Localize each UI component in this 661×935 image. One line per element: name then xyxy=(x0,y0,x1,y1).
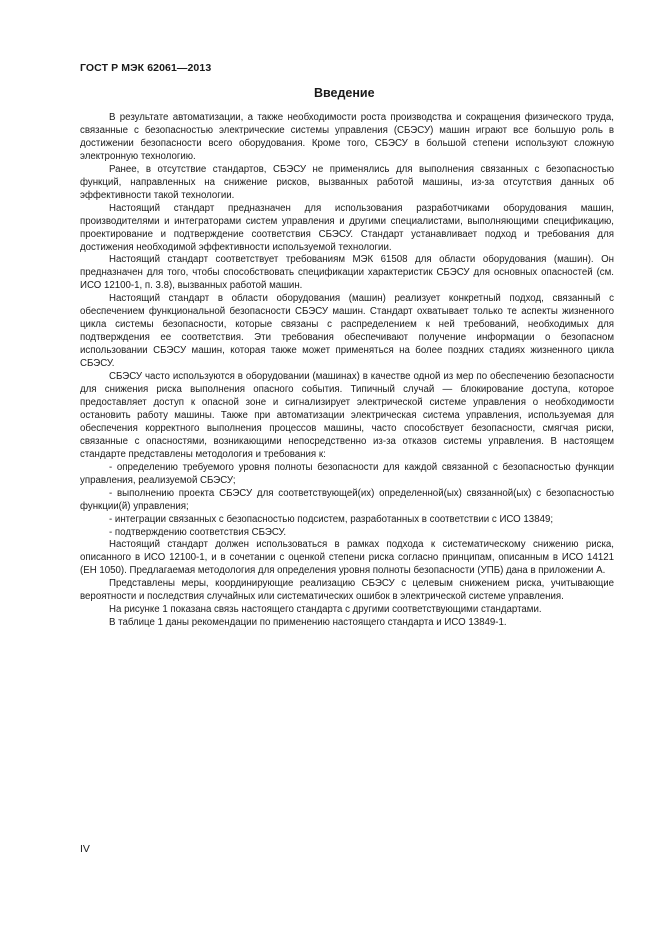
paragraph: В таблице 1 даны рекомендации по применению настоящего стандарта и ИСО 13849-1. xyxy=(109,617,507,629)
list-item: - подтверждению соответствия СБЭСУ. xyxy=(109,526,287,538)
paragraph: СБЭСУ часто используются в оборудовании (машинах) в качестве одной из мер по обеспечению безопасности для снижения риска выполнения опасного события. Типичный случай — блокирование доступа, которое предоставляет доступ к опасной зоне и сигнализирует электрической системе управления о необходимости остановить работу машины. Также при автоматизации электрическая система управления, используемая для обеспечения корректного выполнения процессов машины, часто способствует безопасности, смягчая риски, связанные с опасностями, возникающими непосредственно из-за отказов системы управления. В настоящем стандарте представлены методология и требования к: xyxy=(80,371,614,460)
list-item: - выполнению проекта СБЭСУ для соответствующей(их) определенной(ых) связанной(ых) с безопасностью функции(й) управления; xyxy=(80,487,614,512)
paragraph: Настоящий стандарт в области оборудования (машин) реализует конкретный подход, связанный с обеспечением функциональной безопасности СБЭСУ машин. Стандарт охватывает только те аспекты жизненного цикла системы безопасности, которые связаны с распределением к ней требований, необходимых для подтверждения ее соответствия. Эти требования обеспечивают получение информации о безопасном использовании СБЭСУ машин, которая также может применяться на более поздних стадиях жизненного цикла СБЭСУ. xyxy=(80,293,614,370)
list-item: - интеграции связанных с безопасностью подсистем, разработанных в соответствии с ИСО 13849; xyxy=(109,513,554,525)
paragraph: На рисунке 1 показана связь настоящего стандарта с другими соответствующими стандартами. xyxy=(109,604,542,616)
paragraph: В результате автоматизации, а также необходимости роста производства и сокращения физического труда, связанные с безопасностью электрические системы управления (СБЭСУ) машин играют все большую роль в достижении безопасности всего оборудования. Кроме того, СБЭСУ в большой степени используют сложную электронную технологию. xyxy=(80,112,614,162)
document-body xyxy=(80,112,614,630)
paragraph: Ранее, в отсутствие стандартов, СБЭСУ не применялись для выполнения связанных с безопасностью функций, направленных на снижение рисков, вызванных работой машины, из-за отсутствия данных об эффективности такой технологии. xyxy=(80,163,614,201)
paragraph: Настоящий стандарт соответствует требованиям МЭК 61508 для области оборудования (машин). Он предназначен для того, чтобы способствовать спецификации характеристик СБЭСУ для основных опасностей (см. ИСО 12100-1, п. 3.8), вызванных работой машин. xyxy=(80,254,614,292)
standard-header: ГОСТ Р МЭК 62061—2013 xyxy=(80,62,212,74)
section-title-text: Введение xyxy=(314,86,375,100)
paragraph: Представлены меры, координирующие реализацию СБЭСУ с целевым снижением риска, учитывающие вероятности и последствия случайных или систематических ошибок в электрической системе управления. xyxy=(80,578,614,603)
page-number: IV xyxy=(80,843,90,855)
paragraph: Настоящий стандарт должен использоваться в рамках подхода к систематическому снижению риска, описанного в ИСО 12100-1, и в сочетании с оценкой степени риска согласно принципам, описанным в ИСО 14121 (ЕН 1050). Предлагаемая методология для определения уровня полноты безопасности (УПБ) дана в приложении А. xyxy=(80,539,614,577)
list-item: - определению требуемого уровня полноты безопасности для каждой связанной с безопасностью функции управления, реализуемой СБЭСУ; xyxy=(80,461,614,486)
paragraph: Настоящий стандарт предназначен для использования разработчиками оборудования машин, производителями и интеграторами систем управления и другими специалистами, выполняющими спецификацию, проектирование и подтверждение соответствия СБЭСУ. Стандарт устанавливает подход и требования для достижения необходимой эффективности используемой технологии. xyxy=(80,202,614,253)
